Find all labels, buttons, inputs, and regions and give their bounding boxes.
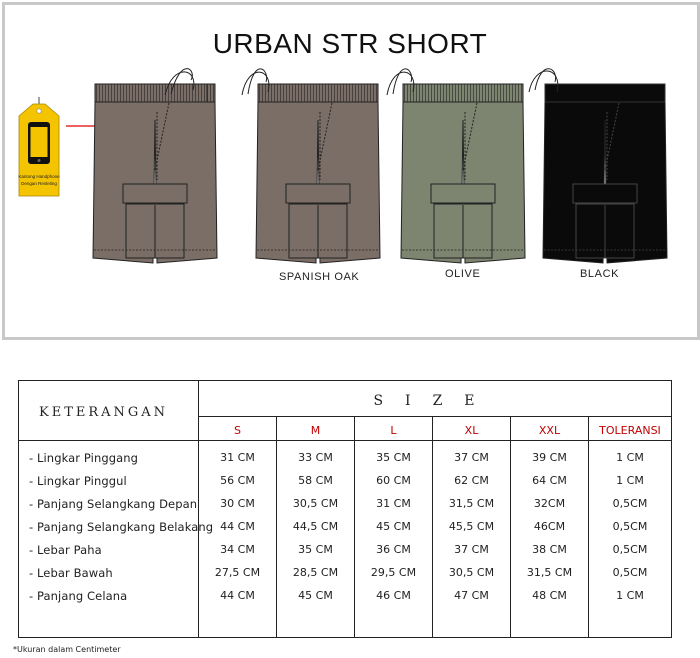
size-header: SIZE <box>373 393 497 409</box>
table-cell: 28,5 CM <box>292 566 339 579</box>
table-cell: 27,5 CM <box>214 566 261 579</box>
table-cell: 37 CM <box>454 451 489 464</box>
row-label: - Panjang Celana <box>29 589 128 603</box>
table-cell: 39 CM <box>532 451 567 464</box>
table-cell: 36 CM <box>376 543 411 556</box>
table-cell: 31 CM <box>220 451 255 464</box>
table-cell: 62 CM <box>454 474 489 487</box>
table-cell: 0,5CM <box>612 566 648 579</box>
row-label: - Lingkar Pinggang <box>29 451 139 465</box>
color-label-olive: OLIVE <box>445 268 481 280</box>
table-cell: 0,5CM <box>612 497 648 510</box>
table-cell: 1 CM <box>616 474 644 487</box>
table-cell: 0,5CM <box>612 543 648 556</box>
size-chart-table <box>18 380 672 638</box>
table-cell: 30 CM <box>220 497 255 510</box>
shorts-3 <box>387 69 525 263</box>
table-cell: 32CM <box>533 497 566 510</box>
table-cell: 30,5 CM <box>448 566 495 579</box>
row-label: - Lebar Paha <box>29 543 102 557</box>
size-col-m: M <box>310 424 321 437</box>
size-col-l: L <box>390 424 397 437</box>
row-label: - Lingkar Pinggul <box>29 474 127 488</box>
table-cell: 47 CM <box>454 589 489 602</box>
tag-text-line-2: Dengan Resleting <box>21 181 57 186</box>
table-cell: 48 CM <box>532 589 567 602</box>
size-col-xxl: XXL <box>538 424 561 437</box>
table-cell: 45 CM <box>376 520 411 533</box>
table-cell: 34 CM <box>220 543 255 556</box>
table-cell: 46 CM <box>376 589 411 602</box>
table-cell: 35 CM <box>376 451 411 464</box>
table-cell: 31 CM <box>376 497 411 510</box>
row-label: - Lebar Bawah <box>29 566 113 580</box>
table-cell: 64 CM <box>532 474 567 487</box>
table-cell: 31,5 CM <box>448 497 495 510</box>
table-cell: 60 CM <box>376 474 411 487</box>
table-cell: 45,5 CM <box>448 520 495 533</box>
table-cell: 31,5 CM <box>526 566 573 579</box>
product-title: URBAN STR SHORT <box>212 28 488 59</box>
table-cell: 29,5 CM <box>370 566 417 579</box>
table-cell: 44,5 CM <box>292 520 339 533</box>
shorts-2 <box>242 69 380 263</box>
table-cell: 37 CM <box>454 543 489 556</box>
table-cell: 44 CM <box>220 520 255 533</box>
table-cell: 33 CM <box>298 451 333 464</box>
shorts-1 <box>93 69 217 263</box>
table-cell: 58 CM <box>298 474 333 487</box>
table-cell: 38 CM <box>532 543 567 556</box>
table-cell: 0,5CM <box>612 520 648 533</box>
phone-pocket-tag-icon <box>18 97 60 196</box>
row-label: - Panjang Selangkang Depan <box>29 497 198 511</box>
row-label: - Panjang Selangkang Belakang <box>29 520 214 534</box>
size-col-toleransi: TOLERANSI <box>599 424 661 437</box>
table-cell: 56 CM <box>220 474 255 487</box>
table-cell: 44 CM <box>220 589 255 602</box>
table-cell: 30,5 CM <box>292 497 339 510</box>
table-cell: 1 CM <box>616 451 644 464</box>
table-cell: 45 CM <box>298 589 333 602</box>
table-cell: 46CM <box>533 520 566 533</box>
table-cell: 35 CM <box>298 543 333 556</box>
size-col-s: S <box>234 424 241 437</box>
table-cell: 1 CM <box>616 589 644 602</box>
size-col-xl: XL <box>464 424 479 437</box>
color-label-spanish-oak: SPANISH OAK <box>279 271 360 283</box>
tag-text-line-1: Kantong Handphone <box>18 174 60 179</box>
shorts-4 <box>529 69 667 263</box>
keterangan-header: KETERANGAN <box>39 405 169 420</box>
color-label-black: BLACK <box>580 268 620 280</box>
measurement-note: *Ukuran dalam Centimeter <box>13 645 121 654</box>
